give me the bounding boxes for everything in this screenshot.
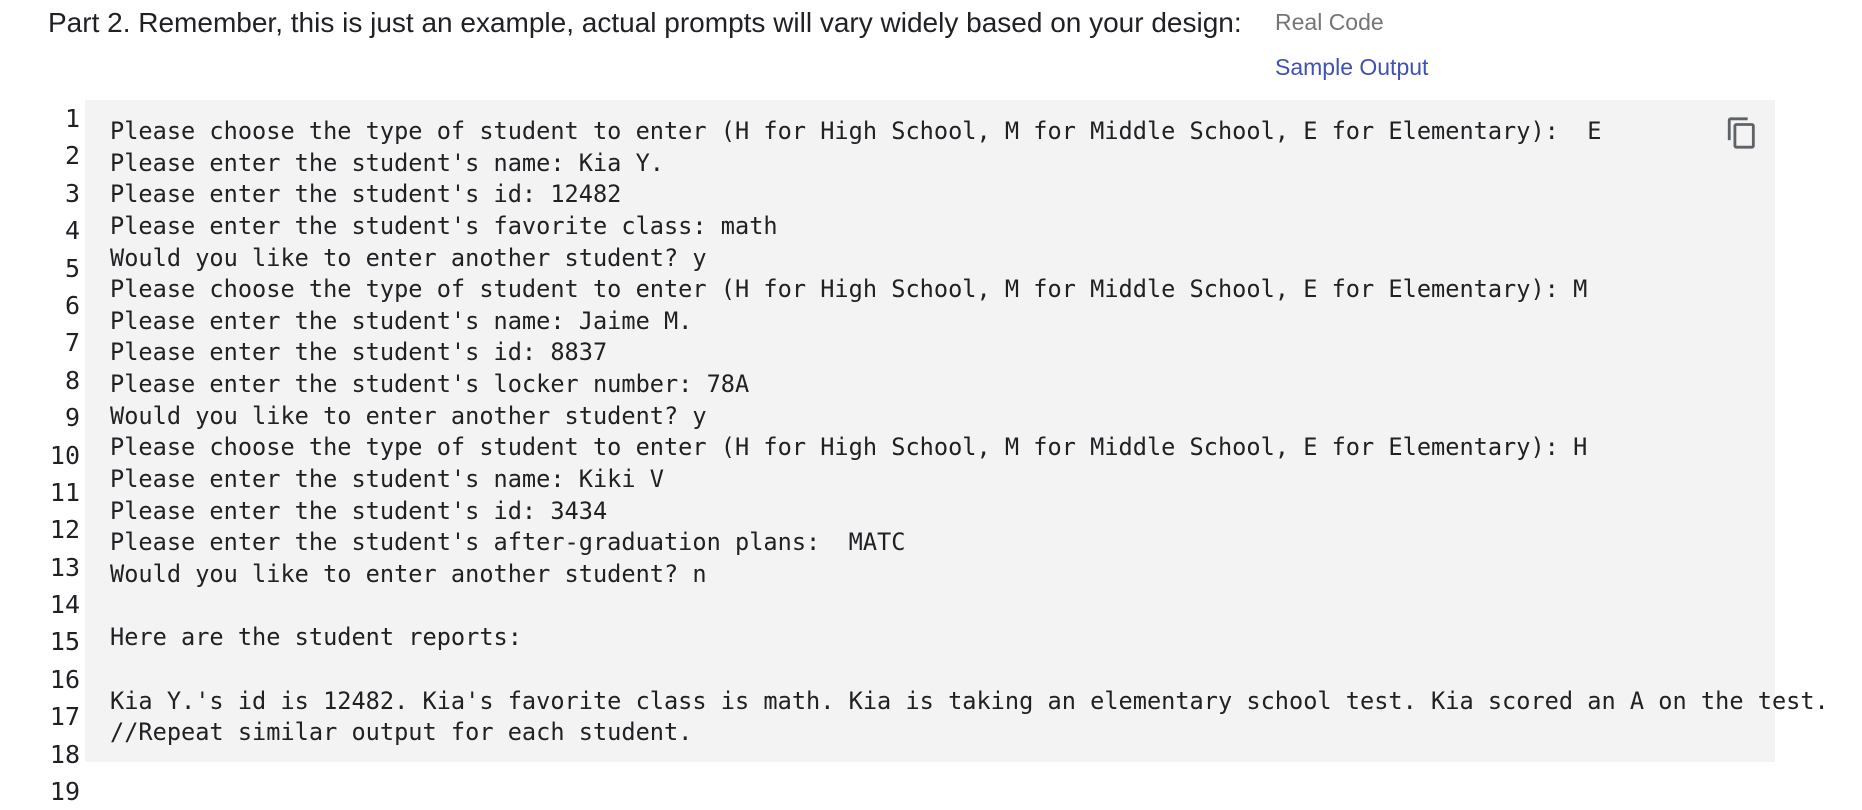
code-lines bbox=[110, 116, 1829, 749]
line-number: 18 bbox=[49, 739, 80, 769]
line-number: 8 bbox=[64, 365, 80, 395]
code-line: Would you like to enter another student? n bbox=[110, 559, 707, 588]
code-line: Please choose the type of student to enter (H for High School, M for Middle School, E for Elementary): H bbox=[110, 433, 1588, 462]
line-number: 4 bbox=[64, 216, 80, 246]
copy-icon bbox=[1725, 116, 1759, 150]
code-line: Please enter the student's id: 3434 bbox=[110, 496, 608, 525]
line-number: 6 bbox=[64, 290, 80, 320]
line-number: 12 bbox=[49, 515, 80, 545]
code-line: Please choose the type of student to enter (H for High School, M for Middle School, E for Elementary): M bbox=[110, 275, 1588, 304]
line-number: 2 bbox=[64, 141, 80, 171]
line-number: 9 bbox=[64, 403, 80, 433]
code-line: Please enter the student's locker number: 78A bbox=[110, 370, 750, 399]
line-number: 13 bbox=[49, 552, 80, 582]
line-number: 19 bbox=[49, 777, 80, 807]
code-line: Please enter the student's name: Kia Y. bbox=[110, 148, 664, 177]
code-line: Please enter the student's name: Kiki V bbox=[110, 465, 664, 494]
line-number: 5 bbox=[64, 253, 80, 283]
output-tabs bbox=[1275, 8, 1428, 81]
code-line: Please enter the student's favorite class: math bbox=[110, 211, 778, 240]
line-number: 17 bbox=[49, 702, 80, 732]
copy-button[interactable] bbox=[1725, 116, 1759, 150]
code-line: Please enter the student's name: Jaime M. bbox=[110, 306, 693, 335]
code-line: Please enter the student's id: 8837 bbox=[110, 338, 608, 367]
code-line: //Repeat similar output for each student. bbox=[110, 718, 693, 747]
code-line: Please choose the type of student to enter (H for High School, M for Middle School, E for Elementary): E bbox=[110, 117, 1602, 145]
tab-real-code[interactable]: Real Code bbox=[1275, 9, 1384, 35]
code-line: Here are the student reports: bbox=[110, 623, 522, 652]
code-line bbox=[110, 591, 1829, 623]
code-line: Kia Y.'s id is 12482. Kia's favorite class is math. Kia is taking an elementary school test. Kia scored an A on the test. bbox=[110, 686, 1829, 715]
page-heading: Part 2. Remember, this is just an example, actual prompts will vary widely based on your design: bbox=[48, 7, 1242, 38]
line-number: 15 bbox=[49, 627, 80, 657]
line-number: 7 bbox=[64, 328, 80, 358]
line-number: 10 bbox=[49, 440, 80, 470]
code-block bbox=[85, 100, 1829, 762]
line-number-gutter bbox=[40, 100, 82, 810]
tab-sample-output[interactable]: Sample Output bbox=[1275, 54, 1429, 80]
line-number: 14 bbox=[49, 590, 80, 620]
code-line: Would you like to enter another student? y bbox=[110, 401, 707, 430]
line-number: 16 bbox=[49, 664, 80, 694]
code-line: Would you like to enter another student? y bbox=[110, 243, 707, 272]
line-number: 3 bbox=[64, 178, 80, 208]
code-line bbox=[110, 654, 1829, 686]
code-line: Please enter the student's id: 12482 bbox=[110, 180, 622, 209]
line-number: 1 bbox=[64, 104, 80, 133]
line-number: 11 bbox=[49, 477, 80, 507]
code-line: Please enter the student's after-graduation plans: MATC bbox=[110, 528, 906, 557]
